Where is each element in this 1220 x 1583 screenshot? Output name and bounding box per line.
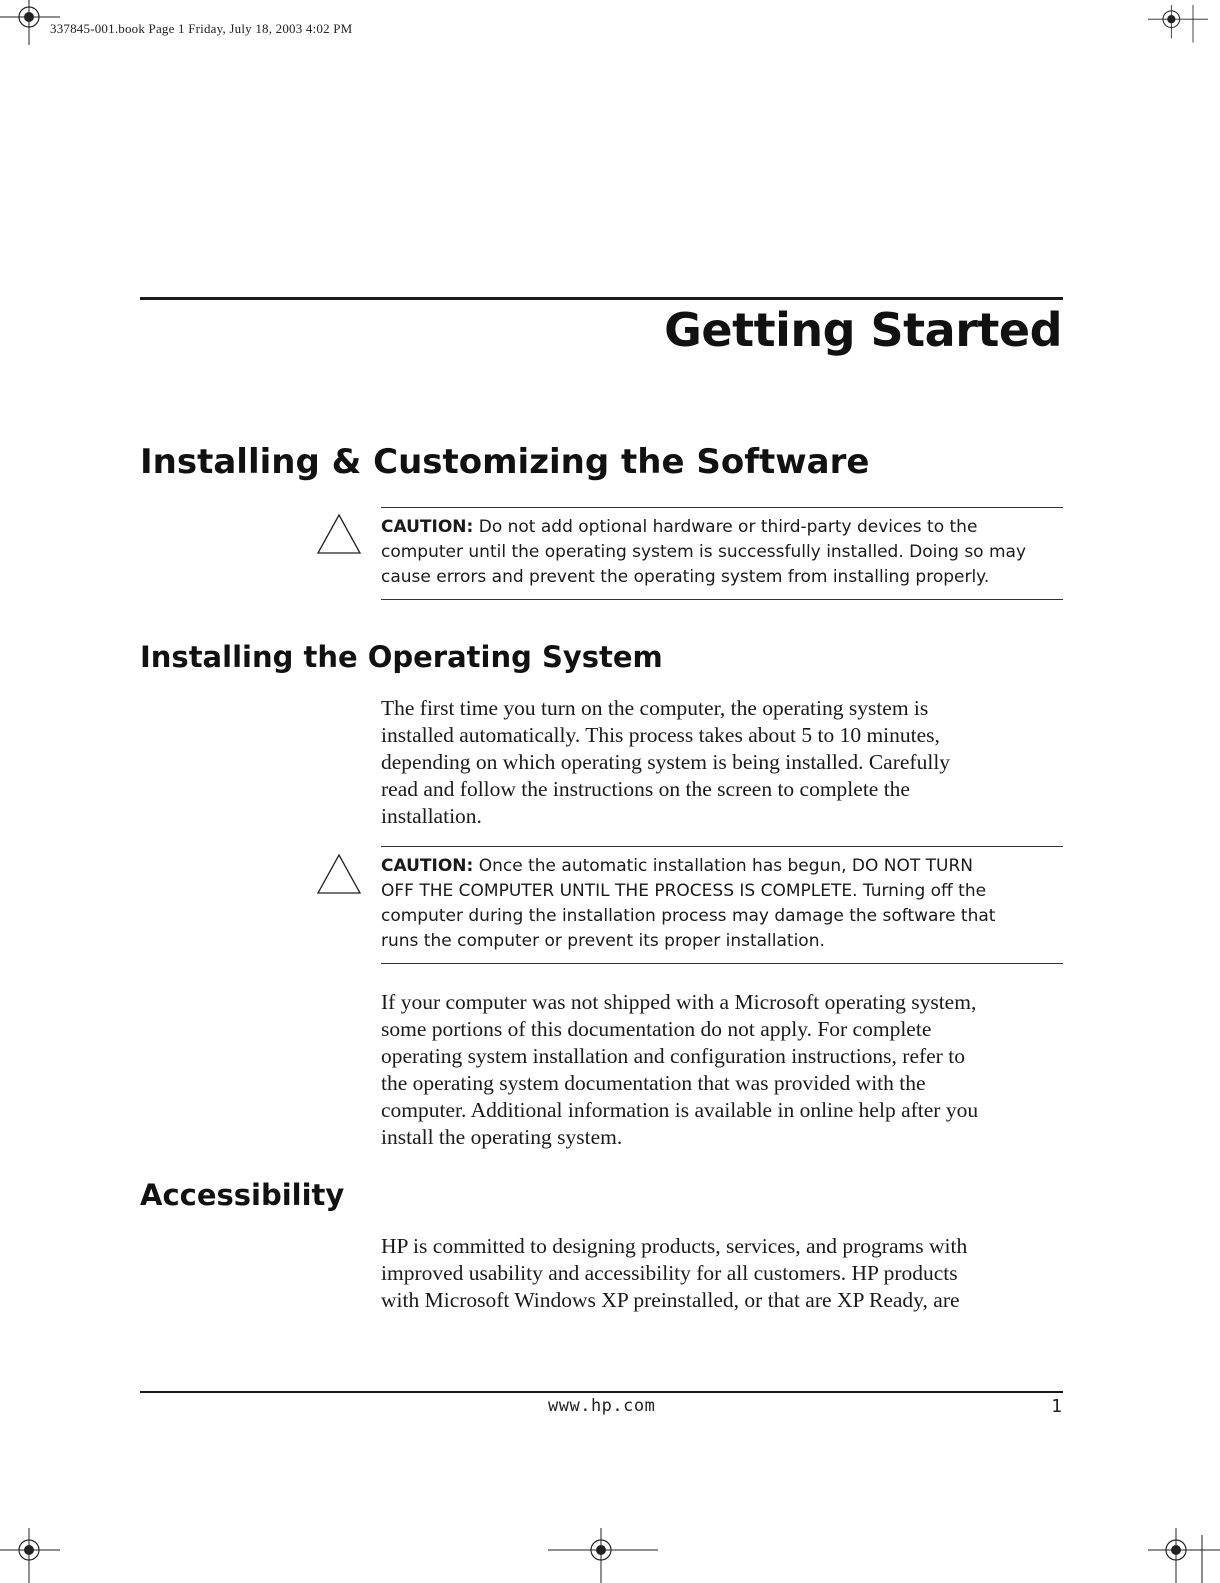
caution-text-line: Once the automatic installation has begun, DO NOT TURN [478,856,974,876]
caution-box-install-software [381,507,1063,600]
caution-box-install-os [381,846,1063,964]
chapter-title: Getting Started [664,303,1062,357]
caution-label: CAUTION: [381,856,474,876]
section-heading-install-os: Installing the Operating System [140,640,663,674]
registration-mark-top-right-icon [1148,0,1208,60]
paragraph-line: some portions of this documentation do not apply. For complete [381,1017,932,1041]
paragraph-line: HP is committed to designing products, services, and programs with [381,1234,968,1258]
caution-text-line: cause errors and prevent the operating system from installing properly. [381,567,990,587]
paragraph-line: operating system installation and configuration instructions, refer to [381,1044,965,1068]
registration-mark-bottom-center-icon [548,1523,658,1583]
paragraph-line: with Microsoft Windows XP preinstalled, or that are XP Ready, are [381,1288,960,1312]
chapter-title-rule [140,297,1063,300]
paragraph-line: install the operating system. [381,1125,623,1149]
paragraph-line: The first time you turn on the computer, the operating system is [381,696,929,720]
caution-text-line: computer until the operating system is successfully installed. Doing so may [381,542,1027,562]
caution-triangle-icon [315,512,363,556]
footer-url-link[interactable]: www.hp.com [548,1396,656,1416]
caution-label: CAUTION: [381,517,474,537]
paragraph-line: If your computer was not shipped with a Microsoft operating system, [381,990,977,1014]
footer-rule [140,1391,1063,1393]
caution-text-line: OFF THE COMPUTER UNTIL THE PROCESS IS COMPLETE. Turning off the [381,881,987,901]
caution-text-line: Do not add optional hardware or third-party devices to the [478,517,978,537]
paragraph-line: read and follow the instructions on the screen to complete the [381,777,910,801]
section-heading-accessibility: Accessibility [140,1178,345,1212]
paragraph-line: the operating system documentation that was provided with the [381,1071,926,1095]
paragraph-line: depending on which operating system is being installed. Carefully [381,750,951,774]
paragraph-line: computer. Additional information is available in online help after you [381,1098,979,1122]
paragraph-line: installed automatically. This process takes about 5 to 10 minutes, [381,723,940,747]
print-slug-line: 337845-001.book Page 1 Friday, July 18, 2003 4:02 PM [50,21,353,36]
registration-mark-bottom-right-icon [1148,1523,1220,1583]
registration-mark-bottom-left-icon [0,1523,60,1583]
caution-text-line: runs the computer or prevent its proper installation. [381,931,825,951]
accessibility-paragraph [381,1233,1071,1314]
section-heading-install-software: Installing & Customizing the Software [140,442,870,482]
paragraph-line: installation. [381,804,482,828]
footer-page-number: 1 [1051,1396,1062,1417]
install-os-paragraph-1 [381,695,1071,830]
install-os-paragraph-2 [381,989,1071,1151]
caution-text-line: computer during the installation process may damage the software that [381,906,996,926]
caution-triangle-icon [315,852,363,896]
paragraph-line: improved usability and accessibility for all customers. HP products [381,1261,958,1285]
